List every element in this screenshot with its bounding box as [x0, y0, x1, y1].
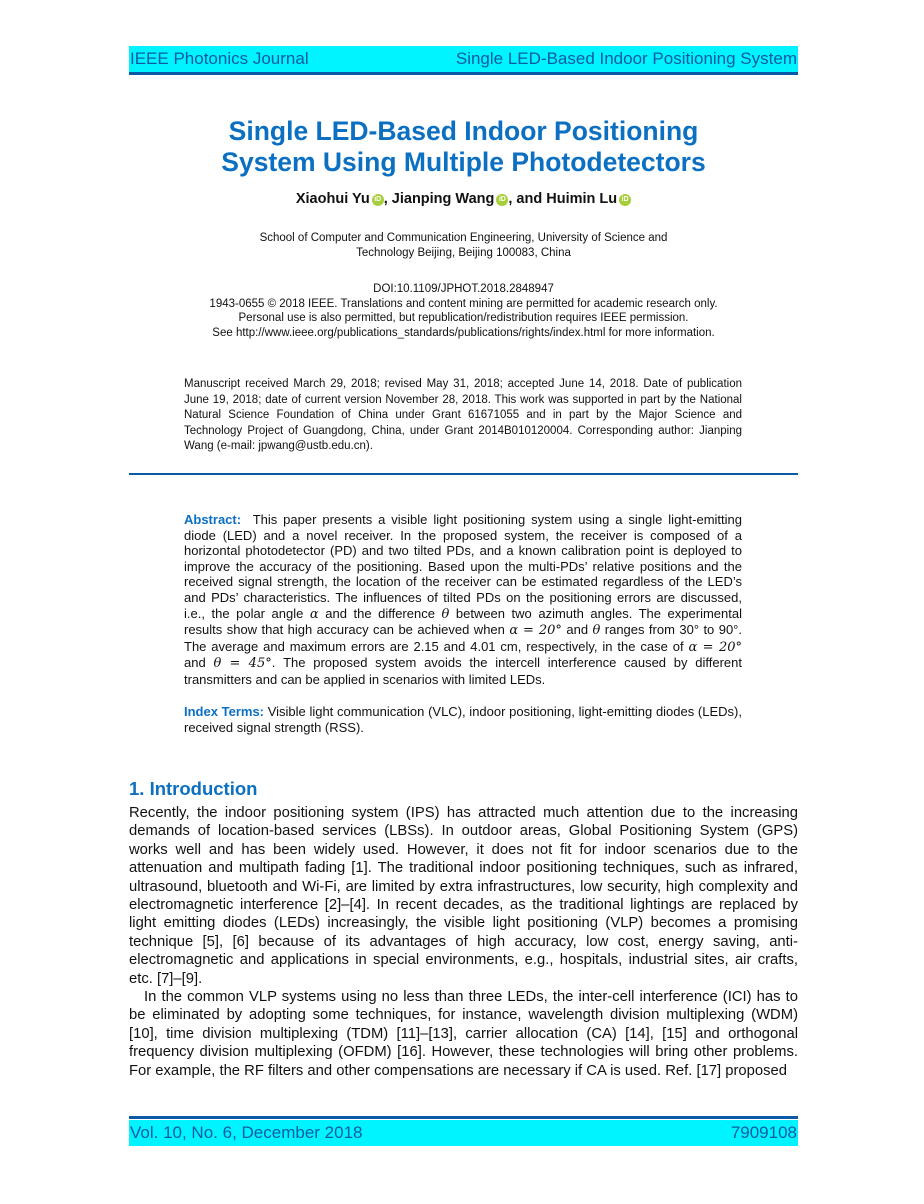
author-separator: , [383, 191, 392, 207]
header-rule [129, 72, 798, 75]
article-number: 7909108 [730, 1123, 797, 1142]
abstract-text-5: ranges from 30° to 90°. The average and maximum errors are 2.15 and 4.01 cm, respectively, in the case of [184, 622, 742, 654]
abstract-symbol-theta: θ [441, 606, 450, 622]
index-terms-text: Visible light communication (VLC), indoor positioning, light-emitting diodes (LEDs), received signal strength (RSS). [184, 704, 742, 735]
affiliation [129, 231, 798, 260]
body-paragraph: In the common VLP systems using no less than three LEDs, the inter-cell interference (ICI) has to be eliminated by adopting some techniques, for instance, wavelength division multiplexing (WDM) [10], time division multiplexing (TDM) [11]–[13], carrier allocation (CA) [14], [15] and orthogonal frequency division multiplexing (OFDM) [16]. However, these technologies will bring other problems. For example, the RF filters and other compensations are necessary if CA is used. Ref. [17] proposed [129, 989, 798, 1079]
abstract-text-6: and [184, 655, 214, 671]
abstract-symbol-alpha: α [309, 606, 319, 622]
manuscript-note: Manuscript received March 29, 2018; revised May 31, 2018; accepted June 14, 2018. Date of publication June 19, 2018; date of current version November 28, 2018. This work was supported in part by the National Natural Science Foundation of China under Grant 61671055 and in part by the Major Science and Technology Project of Guangdong, China, under Grant 2014B010120004. Corresponding author: Jianping Wang (e-mail: jpwang@ustb.edu.cn). [184, 378, 742, 452]
running-title: Single LED-Based Indoor Positioning System [455, 49, 797, 68]
volume-info: Vol. 10, No. 6, December 2018 [130, 1123, 363, 1142]
copyright-line-3: See http://www.ieee.org/publications_standards/publications/rights/index.html for more information. [212, 326, 715, 339]
copyright-line-1: 1943-0655 © 2018 IEEE. Translations and content mining are permitted for academic research only. [209, 297, 718, 310]
author-separator: , and [508, 191, 547, 207]
abstract-symbol-theta: θ [592, 623, 601, 639]
paper-title [129, 116, 798, 178]
affiliation-line-1: School of Computer and Communication Engineering, University of Science and [259, 232, 668, 244]
front-matter-rule [129, 473, 798, 475]
index-terms [184, 704, 742, 735]
abstract [184, 512, 742, 688]
orcid-icon[interactable]: iD [372, 194, 384, 206]
abstract-label: Abstract: [184, 512, 242, 527]
journal-name: IEEE Photonics Journal [130, 49, 309, 68]
index-terms-label: Index Terms: [184, 704, 265, 719]
orcid-icon[interactable]: iD [496, 194, 508, 206]
abstract-equation-2: α = 20° [688, 639, 742, 655]
abstract-equation-1: α = 20° [509, 623, 562, 639]
running-header [129, 46, 798, 72]
abstract-text-1: This paper presents a visible light positioning system using a single light-emitting diode (LED) and a novel receiver. In the proposed system, the receiver is composed of a horizontal photodetector (PD) and two tilted PDs, and a known calibration point is deployed to improve the accuracy of the positioning. Based upon the multi-PDs’ relative positions and the received signal strength, the location of the receiver can be estimated regardless of the LED’s and PDs’ characteristics. The influences of tilted PDs on the positioning errors are discussed, i.e., the polar angle [184, 512, 742, 621]
section-heading-introduction: 1. Introduction [129, 778, 258, 799]
body-paragraph: Recently, the indoor positioning system (IPS) has attracted much attention due to the increasing demands of location-based services (LBSs). In outdoor areas, Global Positioning System (GPS) works well and has been widely used. However, it does not fit for indoor scenarios due to the attenuation and multipath fading [1]. The traditional indoor positioning techniques, such as infrared, ultrasound, bluetooth and Wi-Fi, are limited by extra infrastructures, low security, high complexity and electromagnetic interference [2]–[4]. In recent decades, as the traditional lightings are replaced by light emitting diodes (LEDs) increasingly, the visible light positioning (VLP) becomes a promising technique [5], [6] because of its advantages of high accuracy, low cost, energy saving, anti-electromagnetic and applications in special environments, e.g., hospitals, industrial sites, air crafts, etc. [7]–[9]. [129, 805, 798, 987]
author-2: Jianping Wang [391, 191, 495, 207]
abstract-text-7: . The proposed system avoids the intercell interference caused by different transmitters and can be applied in scenarios with limited LEDs. [184, 655, 742, 687]
abstract-text-3: between two azimuth angles. The experimental results show that high accuracy can be achieved when [184, 605, 742, 638]
title-line-2: System Using Multiple Photodetectors [221, 147, 706, 177]
section-body [129, 804, 798, 1080]
doi-copyright-block [129, 282, 798, 340]
doi[interactable]: DOI:10.1109/JPHOT.2018.2848947 [373, 283, 554, 295]
running-footer [129, 1120, 798, 1146]
affiliation-line-2: Technology Beijing, Beijing 100083, China [356, 246, 571, 259]
author-3: Huimin Lu [546, 191, 618, 207]
footer-rule [129, 1116, 798, 1119]
title-line-1: Single LED-Based Indoor Positioning [228, 116, 699, 146]
abstract-equation-3: θ = 45° [213, 656, 272, 672]
abstract-text-4: and [561, 622, 593, 638]
abstract-text-2: and the difference [318, 605, 442, 621]
copyright-line-2: Personal use is also permitted, but republication/redistribution requires IEEE permission. [238, 312, 689, 324]
author-1: Xiaohui Yu [295, 191, 370, 207]
author-list [129, 191, 798, 207]
orcid-icon[interactable]: iD [619, 194, 631, 206]
